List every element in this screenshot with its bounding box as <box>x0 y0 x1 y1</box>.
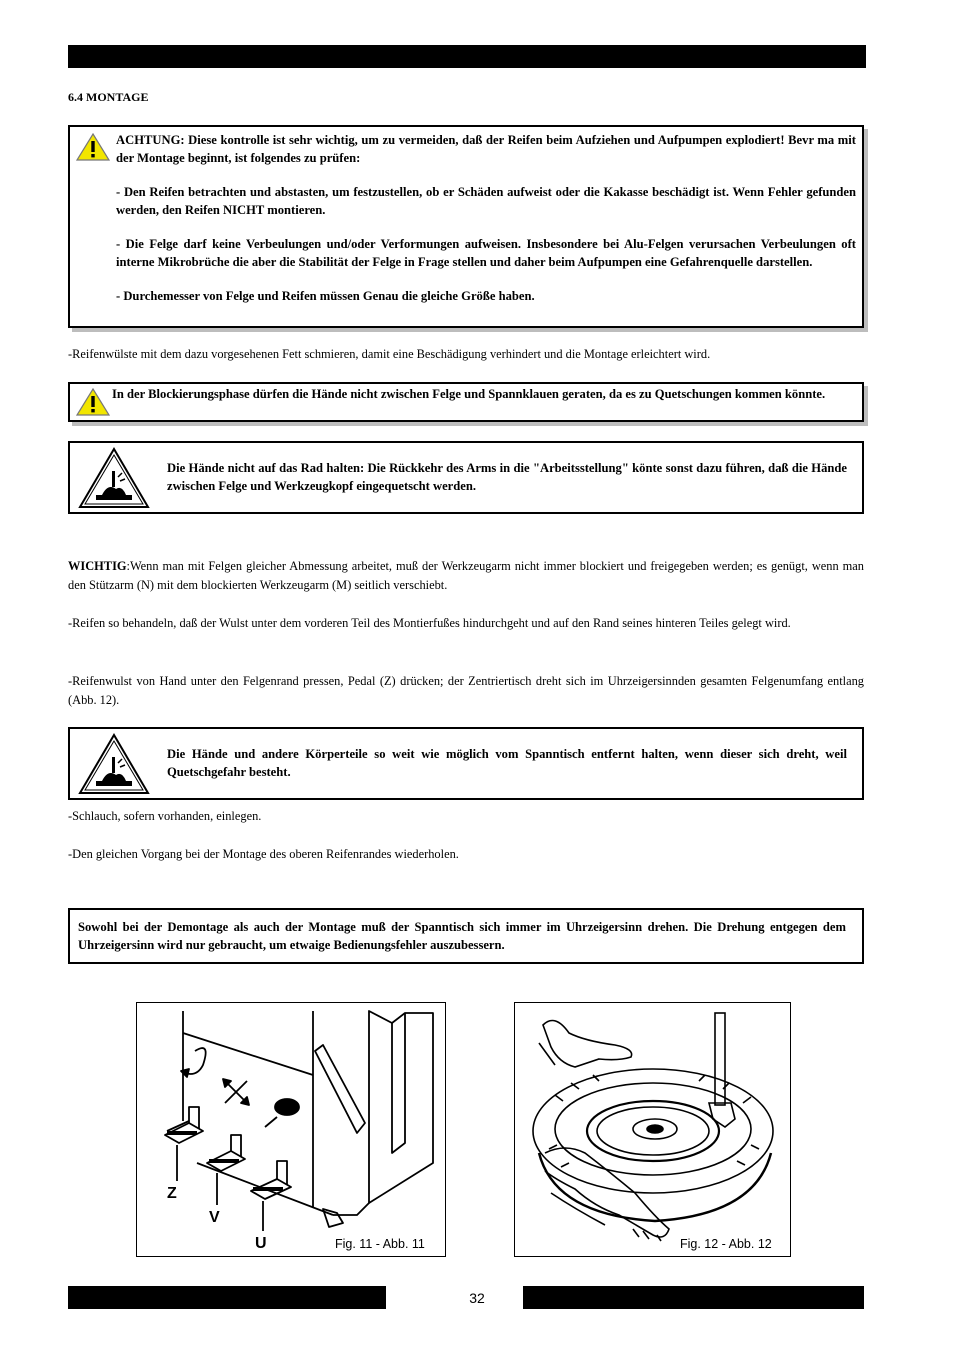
hazard-box-hands-wheel <box>68 441 864 514</box>
hand-crush-hazard-icon <box>78 733 150 795</box>
warning-blocking-text: In der Blockierungsphase dürfen die Hände nicht zwischen Felge und Spannklauen geraten, da es zu Quetschungen kommen könnte. <box>112 387 826 401</box>
important-label: WICHTIG <box>68 559 127 573</box>
note-box-rotation <box>68 908 864 964</box>
figure-12-caption: Fig. 12 - Abb. 12 <box>680 1237 772 1251</box>
pedal-label-u: U <box>255 1235 267 1252</box>
important-text: :Wenn man mit Felgen gleicher Abmessung arbeitet, muß der Werkzeugarm nicht immer blockiert und freigegeben werden; es genügt, wenn man den Stützarm (N) mit dem blockierten Werkzeugarm (M) seitlich verschiebt. <box>68 559 864 592</box>
hand-crush-hazard-icon <box>78 447 150 509</box>
para-tube: -Schlauch, sofern vorhanden, einlegen. <box>68 809 262 823</box>
para-important <box>68 557 864 595</box>
hazard-hands-wheel-text: Die Hände nicht auf das Rad halten: Die Rückkehr des Arms in die "Arbeitsstellung" könte sonst dazu führen, daß die Hände zwischen Felge und Werkzeugkopf eingequetscht werden. <box>167 461 847 493</box>
figure-11-pedals <box>136 1002 446 1257</box>
para-repeat: -Den gleichen Vorgang bei der Montage des oberen Reifenrandes wiederholen. <box>68 847 459 861</box>
figure-11-caption: Fig. 11 - Abb. 11 <box>335 1237 425 1251</box>
para-bead: -Reifen so behandeln, daß der Wulst unter dem vorderen Teil des Montierfußes hindurchgeht und auf den Rand seines hinteren Teiles gelegt wird. <box>68 616 791 630</box>
pedal-label-v: V <box>209 1209 220 1226</box>
hazard-box-body-parts <box>68 727 864 800</box>
page-number: 32 <box>469 1290 485 1306</box>
pedal-label-z: Z <box>167 1185 177 1202</box>
warning-triangle-icon <box>76 388 110 416</box>
header-bar <box>68 45 866 68</box>
hazard-body-parts-text: Die Hände und andere Körperteile so weit wie möglich vom Spanntisch entfernt halten, wenn dieser sich dreht, weil Quetschgefahr besteht. <box>167 747 847 779</box>
para-lubricate: -Reifenwülste mit dem dazu vorgesehenen Fett schmieren, damit eine Beschädigung verhindert und die Montage erleichtert wird. <box>68 347 711 361</box>
para-press: -Reifenwulst von Hand unter den Felgenrand pressen, Pedal (Z) drücken; der Zentriertisch dreht sich im Uhrzeigersinnden gesamten Felgenumfang entlang (Abb. 12). <box>68 674 864 707</box>
warning-box-tire-check <box>68 125 864 328</box>
warning-item-3: - Durchemesser von Felge und Reifen müssen Genau die gleiche Größe haben. <box>116 289 535 303</box>
note-rotation-text: Sowohl bei der Demontage als auch der Montage muß der Spanntisch sich immer im Uhrzeigersinn drehen. Die Drehung entgegen dem Uhrzeigersinn wird nur gebraucht, um etwaige Bedienungsfehler auszubessern. <box>78 920 846 952</box>
warning-item-1: - Den Reifen betrachten und abstasten, um festzustellen, ob er Schäden aufweist oder die Kakasse beschädigt ist. Wenn Fehler gefunden werden, den Reifen NICHT montieren. <box>116 185 856 217</box>
tyre-mounting-illustration <box>515 1003 789 1255</box>
pedals-illustration <box>137 1003 444 1255</box>
warning-triangle-icon <box>76 133 110 161</box>
warning-box-blocking <box>68 382 864 422</box>
warning-intro: ACHTUNG: Diese kontrolle ist sehr wichtig, um zu vermeiden, daß der Reifen beim Aufziehen und Aufpumpen explodiert! Bevr ma mit der Montage beginnt, ist folgendes zu prüfen: <box>116 133 856 165</box>
warning-item-2: - Die Felge darf keine Verbeulungen und/oder Verformungen aufweisen. Insbesondere bei Alu-Felgen verursachen Verbeulungen oft interne Mikrobrüche die aber die Stabilität der Felge in Frage stellen und daher beim Aufpumpen eine Gefahrenquelle darstellen. <box>116 237 856 269</box>
section-heading: 6.4 MONTAGE <box>68 90 149 104</box>
figure-12-tyre-mounting <box>514 1002 791 1257</box>
